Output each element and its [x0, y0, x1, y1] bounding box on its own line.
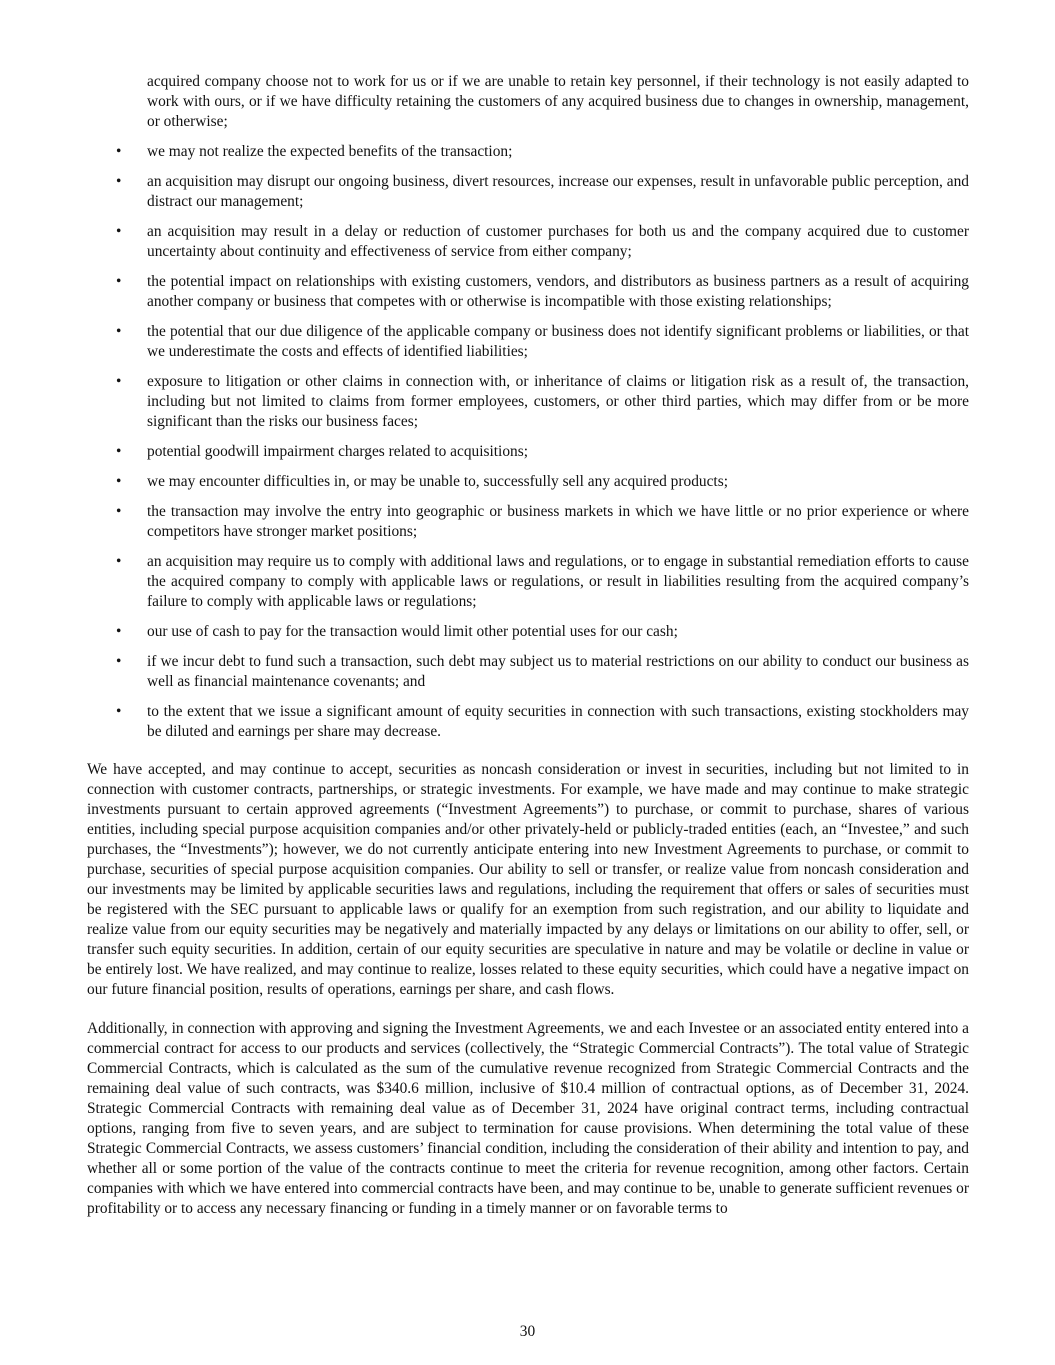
body-paragraph-securities: We have accepted, and may continue to accept, securities as noncash consideration or invest in securities, including but not limited to in connection with customer contracts, partnerships, or strategic investments. For example, we have made and may continue to make strategic investments pursuant to certain approved agreements (“Investment Agreements”) to purchase, or commit to purchase, shares of various entities, including special purpose acquisition companies and/or other privately-held or publicly-traded entities (each, an “Investee,” and such purchases, the “Investments”); however, we do not currently anticipate entering into new Investment Agreements to purchase, or commit to purchase, securities of special purpose acquisition companies. Our ability to sell or transfer, or realize value from noncash consideration and our investments may be limited by applicable securities laws and regulations, including the requirement that offers or sales of securities must be registered with the SEC pursuant to applicable laws or qualify for an exemption from such registration, and our ability to liquidate and realize value from our equity securities may be negatively and materially impacted by any delays or limitations on our ability to offer, sell, or transfer such equity securities. In addition, certain of our equity securities are speculative in nature and may be volatile or decline in value or be entirely lost. We have realized, and may continue to realize, losses related to these equity securities, which could have a negative impact on our future financial position, results of operations, earnings per share, and cash flows.: [87, 761, 969, 998]
list-item: [87, 652, 969, 692]
list-item: [87, 322, 969, 362]
body-paragraph-commercial-contracts: Additionally, in connection with approving and signing the Investment Agreements, we and each Investee or an associated entity entered into a commercial contract for access to our products and services (collectively, the “Strategic Commercial Contracts”). The total value of Strategic Commercial Contracts, which is calculated as the sum of the cumulative revenue recognized from Strategic Commercial Contracts and the remaining deal value of such contracts, was $340.6 million, inclusive of $10.4 million of contractual options, as of December 31, 2024. Strategic Commercial Contracts with remaining deal value as of December 31, 2024 have original contract terms, including contractual options, ranging from five to seven years, and are subject to termination for cause provisions. When determining the total value of these Strategic Commercial Contracts, we assess customers’ financial condition, including the consideration of their ability and intention to pay, and whether all or some portion of the value of the contracts continue to meet the criteria for revenue recognition, among other factors. Certain companies with which we have entered into commercial contracts have been, and may continue to be, unable to generate sufficient revenues or profitability or to access any necessary financing or funding in a timely manner or on favorable terms to: [87, 1020, 969, 1217]
bullet-text: an acquisition may require us to comply with additional laws and regulations, or to engage in substantial remediation efforts to cause the acquired company to comply with applicable laws or regulations, or result in liabilities resulting from the acquired company’s failure to comply with applicable laws or regulations;: [147, 553, 969, 610]
bullet-text: an acquisition may result in a delay or reduction of customer purchases for both us and the company acquired due to customer uncertainty about continuity and effectiveness of service from either company;: [147, 223, 969, 260]
list-item: [87, 222, 969, 262]
list-item: [87, 552, 969, 612]
list-item: [87, 442, 969, 462]
document-page: [87, 72, 969, 1238]
bullet-icon: •: [116, 503, 122, 520]
bullet-icon: •: [116, 273, 122, 290]
bullet-icon: •: [116, 623, 122, 640]
risk-bullet-list: [87, 142, 969, 742]
bullet-icon: •: [116, 443, 122, 460]
bullet-icon: •: [116, 553, 122, 570]
bullet-text: to the extent that we issue a significant amount of equity securities in connection with such transactions, existing stockholders may be diluted and earnings per share may decrease.: [147, 703, 969, 740]
bullet-text: the potential impact on relationships with existing customers, vendors, and distributors as business partners as a result of acquiring another company or business that competes with or otherwise is incompatible with those existing relationships;: [147, 273, 969, 310]
bullet-icon: •: [116, 223, 122, 240]
bullet-icon: •: [116, 703, 122, 720]
bullet-text: exposure to litigation or other claims in connection with, or inheritance of claims or litigation risk as a result of, the transaction, including but not limited to claims from former employees, customers, or other third parties, which may differ from or be more significant than the risks our business faces;: [147, 373, 969, 430]
bullet-icon: •: [116, 323, 122, 340]
list-item: [87, 472, 969, 492]
bullet-icon: •: [116, 173, 122, 190]
list-item: [87, 702, 969, 742]
list-item: [87, 172, 969, 212]
bullet-text: if we incur debt to fund such a transaction, such debt may subject us to material restrictions on our ability to conduct our business as well as financial maintenance covenants; and: [147, 653, 969, 690]
bullet-text: the transaction may involve the entry into geographic or business markets in which we have little or no prior experience or where competitors have stronger market positions;: [147, 503, 969, 540]
bullet-text: we may encounter difficulties in, or may be unable to, successfully sell any acquired products;: [147, 473, 728, 490]
bullet-icon: •: [116, 473, 122, 490]
bullet-text: the potential that our due diligence of the applicable company or business does not identify significant problems or liabilities, or that we underestimate the costs and effects of identified liabilities;: [147, 323, 969, 360]
bullet-icon: •: [116, 143, 122, 160]
continuation-text: acquired company choose not to work for us or if we are unable to retain key personnel, if their technology is not easily adapted to work with ours, or if we have difficulty retaining the customers of any acquired business due to changes in ownership, management, or otherwise;: [147, 73, 969, 130]
bullet-icon: •: [116, 653, 122, 670]
page-number: 30: [519, 1323, 536, 1340]
bullet-text: our use of cash to pay for the transaction would limit other potential uses for our cash;: [147, 623, 678, 640]
bullet-text: an acquisition may disrupt our ongoing business, divert resources, increase our expenses, result in unfavorable public perception, and distract our management;: [147, 173, 969, 210]
list-item: [87, 142, 969, 162]
bullet-icon: •: [116, 373, 122, 390]
list-item: [87, 272, 969, 312]
list-item: [87, 502, 969, 542]
bullet-text: we may not realize the expected benefits of the transaction;: [147, 143, 513, 160]
bullet-text: potential goodwill impairment charges related to acquisitions;: [147, 443, 528, 460]
list-item: [87, 372, 969, 432]
list-item: [87, 622, 969, 642]
